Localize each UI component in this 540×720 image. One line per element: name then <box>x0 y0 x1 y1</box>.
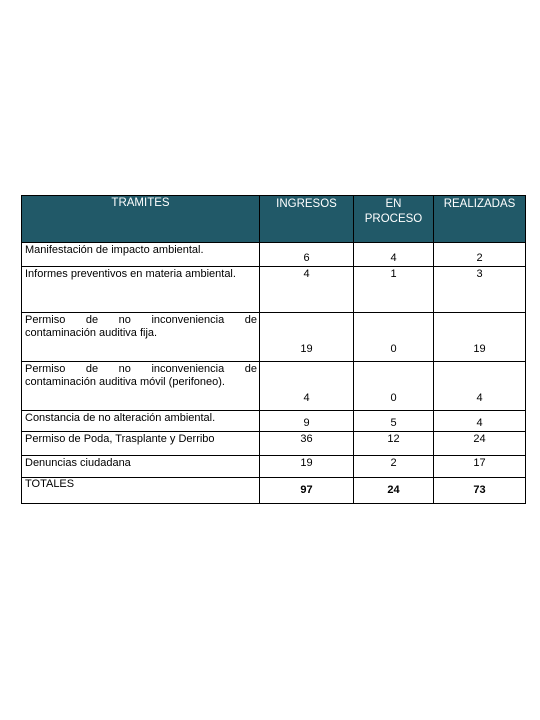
ingresos-cell: 4 <box>260 267 354 313</box>
en-proceso-cell: 5 <box>354 411 434 432</box>
totals-label: TOTALES <box>22 478 260 504</box>
realizadas-cell: 4 <box>434 362 526 411</box>
ingresos-cell: 36 <box>260 432 354 456</box>
totals-row <box>22 478 526 504</box>
tramite-cell: Permiso de no inconveniencia de contaminación auditiva móvil (perifoneo). <box>22 362 260 411</box>
header-ingresos: INGRESOS <box>260 196 354 243</box>
en-proceso-cell: 0 <box>354 362 434 411</box>
table-row <box>22 313 526 362</box>
table-row <box>22 267 526 313</box>
en-proceso-cell: 4 <box>354 243 434 267</box>
header-en-proceso-line2: PROCESO <box>364 213 423 225</box>
table-row <box>22 243 526 267</box>
realizadas-cell: 4 <box>434 411 526 432</box>
realizadas-cell: 3 <box>434 267 526 313</box>
realizadas-cell: 17 <box>434 456 526 478</box>
header-realizadas: REALIZADAS <box>434 196 526 243</box>
header-tramites: TRAMITES <box>22 196 260 243</box>
header-row <box>22 196 526 243</box>
tramite-cell: Denuncias ciudadana <box>22 456 260 478</box>
tramites-table <box>21 195 526 504</box>
total-realizadas: 73 <box>434 478 526 504</box>
ingresos-cell: 19 <box>260 456 354 478</box>
table-row <box>22 362 526 411</box>
en-proceso-cell: 0 <box>354 313 434 362</box>
table-row <box>22 432 526 456</box>
ingresos-cell: 19 <box>260 313 354 362</box>
table-row <box>22 456 526 478</box>
ingresos-cell: 6 <box>260 243 354 267</box>
en-proceso-cell: 2 <box>354 456 434 478</box>
total-ingresos: 97 <box>260 478 354 504</box>
tramite-cell: Constancia de no alteración ambiental. <box>22 411 260 432</box>
realizadas-cell: 24 <box>434 432 526 456</box>
en-proceso-cell: 12 <box>354 432 434 456</box>
tramite-cell: Manifestación de impacto ambiental. <box>22 243 260 267</box>
realizadas-cell: 2 <box>434 243 526 267</box>
ingresos-cell: 9 <box>260 411 354 432</box>
header-en-proceso-line1: EN <box>385 198 402 210</box>
en-proceso-cell: 1 <box>354 267 434 313</box>
tramite-cell: Informes preventivos en materia ambiental. <box>22 267 260 313</box>
header-en-proceso <box>354 196 434 243</box>
table-row <box>22 411 526 432</box>
realizadas-cell: 19 <box>434 313 526 362</box>
tramite-cell: Permiso de no inconveniencia de contaminación auditiva fija. <box>22 313 260 362</box>
ingresos-cell: 4 <box>260 362 354 411</box>
total-en-proceso: 24 <box>354 478 434 504</box>
tramite-cell: Permiso de Poda, Trasplante y Derribo <box>22 432 260 456</box>
